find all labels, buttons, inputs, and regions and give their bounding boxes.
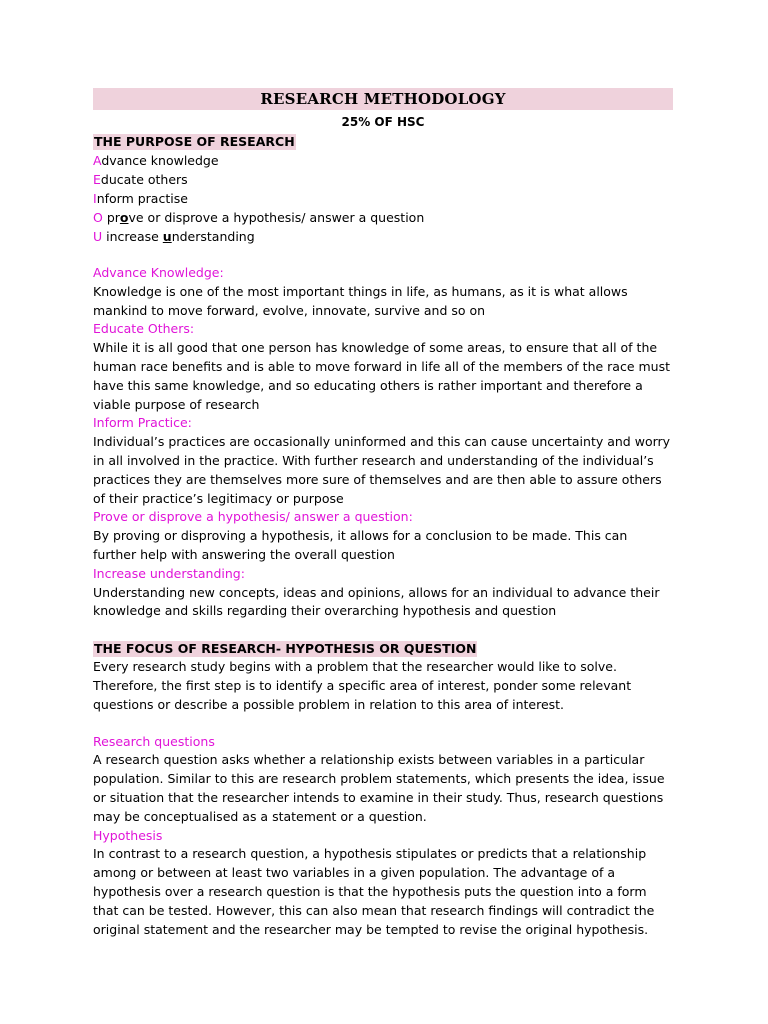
subsection-text: Understanding new concepts, ideas and opinions, allows for an individual to advance their knowledge and skills regarding their overarching hypothesis and question	[93, 584, 660, 619]
acronym-rest: nform practise	[96, 191, 188, 206]
subsection-text: By proving or disproving a hypothesis, it allows for a conclusion to be made. This can further help with answering the overall question	[93, 528, 628, 562]
acronym-item	[93, 189, 673, 208]
document-title: RESEARCH METHODOLOGY	[93, 88, 673, 110]
document-page	[93, 88, 673, 939]
subsection-text: While it is all good that one person has knowledge of some areas, to ensure that all of the human race benefits and is able to move forward in life all of the members of the race must have this same knowledge, and so educating others is rather important and therefore a viable purpose of research	[93, 340, 671, 412]
hypothesis-text: In contrast to a research question, a hypothesis stipulates or predicts that a relationship among or between at least two variables in a given population. The advantage of a hypothesis over a research question is that the hypothesis puts the question into a form that can be tested. However, this can also mean that research findings will contradict the original statement and the researcher may be tempted to revise the original hypothesis.	[93, 846, 655, 937]
subsection-heading: Advance Knowledge:	[93, 265, 224, 280]
research-questions-text: A research question asks whether a relationship exists between variables in a particular population. Similar to this are research problem statements, which presents the idea, issue or situation that the researcher intends to examine in their study. Thus, research questions may be conceptualised as a statement or a question.	[93, 752, 665, 824]
focus-heading: THE FOCUS OF RESEARCH- HYPOTHESIS OR QUESTION	[94, 641, 477, 657]
acronym-rest: ducate others	[100, 172, 188, 187]
acronym-item	[93, 227, 673, 246]
subsection-text: Knowledge is one of the most important things in life, as humans, as it is what allows mankind to move forward, evolve, innovate, survive and so on	[93, 283, 628, 318]
focus-section	[93, 639, 673, 939]
acronym-item	[93, 208, 673, 227]
purpose-heading: THE PURPOSE OF RESEARCH	[94, 134, 295, 149]
acronym-post: nderstanding	[171, 229, 255, 244]
acronym-item	[93, 151, 673, 170]
acronym-letter: O	[93, 210, 103, 225]
subsection-heading: Increase understanding:	[93, 565, 245, 581]
focus-intro: Every research study begins with a problem that the researcher would like to solve. Therefore, the first step is to identify a specific area of interest, ponder some relevant questions or describe a possible problem in relation to this area of interest.	[93, 659, 632, 712]
acronym-letter: U	[93, 229, 103, 244]
subsection-heading: Prove or disprove a hypothesis/ answer a question:	[93, 509, 413, 525]
acronym-item	[93, 170, 673, 189]
acronym-rest: dvance knowledge	[101, 153, 219, 168]
purpose-section	[93, 132, 673, 621]
acronym-underlined: o	[119, 210, 129, 225]
acronym-pre: pr	[102, 210, 120, 225]
hypothesis-heading: Hypothesis	[93, 827, 163, 843]
acronym-pre: increase	[102, 229, 163, 244]
acronym-letter: I	[93, 191, 97, 206]
acronym-letter: E	[93, 172, 101, 187]
acronym-underlined: u	[162, 229, 172, 244]
document-subtitle: 25% OF HSC	[341, 115, 425, 129]
subsection-text: Individual’s practices are occasionally uninformed and this can cause uncertainty and worry in all involved in the practice. With further research and understanding of the individual’s practices they are themselves more sure of themselves and are then able to assure others of their practice’s legitimacy or purpose	[93, 434, 671, 506]
subsection-heading: Educate Others:	[93, 321, 195, 337]
subsection-heading: Inform Practice:	[93, 415, 192, 431]
research-questions-heading: Research questions	[93, 733, 215, 749]
acronym-list	[93, 151, 673, 246]
acronym-post: ve or disprove a hypothesis/ answer a question	[128, 210, 425, 225]
acronym-letter: A	[93, 153, 102, 168]
